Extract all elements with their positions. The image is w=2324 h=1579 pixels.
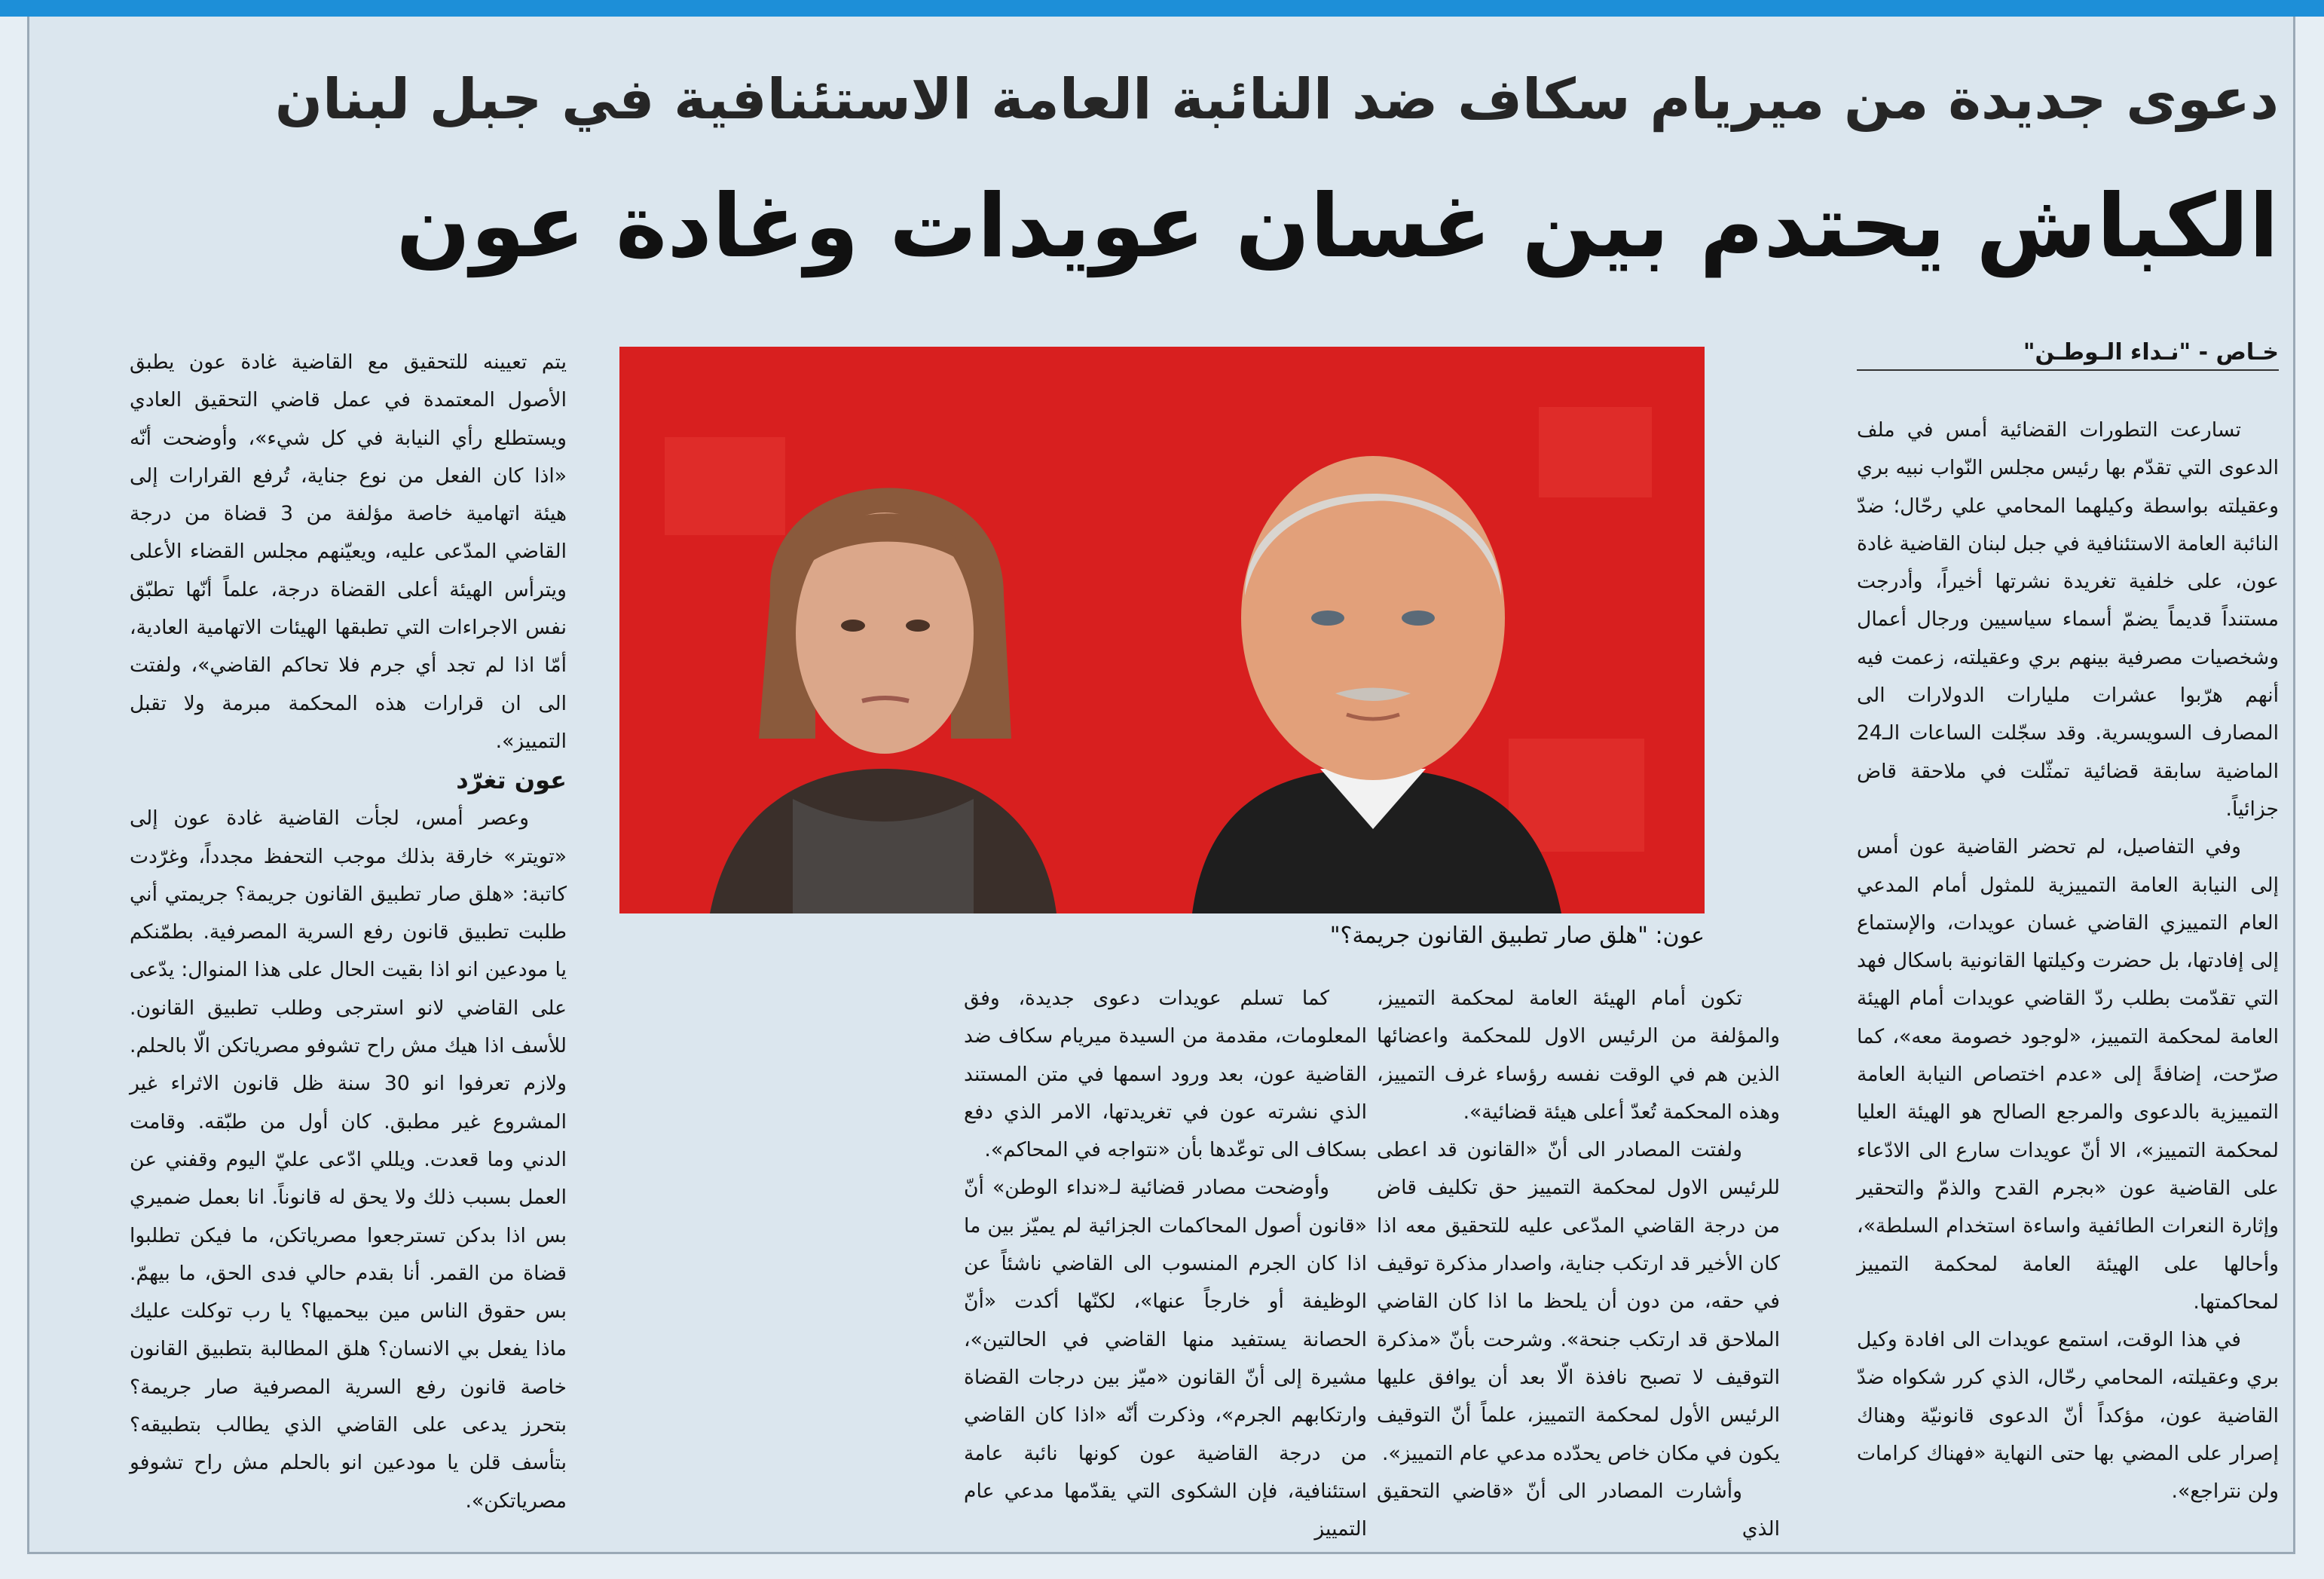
paragraph: يتم تعيينه للتحقيق مع القاضية غادة عون يطبق الأصول المعتمدة في عمل قاضي التحقيق العادي ويستطلع رأي النيابة في كل شيء»، وأوضحت أنّه «اذا كان الفعل من نوع جناية، تُرفع القرارات إلى هيئة اتهامية خاصة مؤلفة من 3 قضاة من درجة القاضي المدّعى عليه، ويعيّنهم مجلس القضاء الأعلى ويترأس الهيئة أعلى القضاة درجة، علماً أنّها تطبّق نفس الاجراءات التي تطبقها الهيئات الاتهامية العادية، أمّا اذا لم تجد أي جرم فلا تحاكم القاضي»، ولفتت الى ان قرارات هذه المحكمة مبرمة ولا تقبل التمييز». [130,350,567,753]
photo-caption: عون: "هلق صار تطبيق القانون جريمة؟" [1329,923,1705,949]
top-accent-bar [0,0,2324,17]
portraits-illustration [619,347,1705,913]
paragraph: كما تسلم عويدات دعوى جديدة، وفق المعلومات، مقدمة من السيدة ميريام سكاف ضد القاضية عون، بعد ورود اسمها في متن المستند الذي نشرته عون في تغريدتها، الامر الذي دفع بسكاف الى توعّدها بأن «نتواجه في المحاكم». [964,987,1367,1162]
column-2a [964,980,1367,1548]
paragraph: في هذا الوقت، استمع عويدات الى افادة وكيل بري وعقيلته، المحامي رحّال، الذي كرر شكواه ضدّ القاضية عون، مؤكداً أنّ الدعوى قانونيّة وهناك إصرار على المضي بها حتى النهاية «فهناك كرامات ولن نتراجع». [1857,1328,2279,1504]
paragraph: تكون أمام الهيئة العامة لمحكمة التمييز، والمؤلفة من الرئيس الاول للمحكمة واعضائها الذين هم في الوقت نفسه رؤساء غرف التمييز، وهذه المحكمة تُعدّ أعلى هيئة قضائية». [1377,987,1780,1124]
paragraph: وأشارت المصادر الى أنّ «قاضي التحقيق الذي [1377,1479,1780,1541]
column-2b [1377,980,1780,1548]
paragraph: تسارعت التطورات القضائية أمس في ملف الدعوى التي تقدّم بها رئيس مجلس النّواب نبيه بري وعقيلته بواسطة وكيلهما المحامي علي رحّال؛ ضدّ النائبة العامة الاستئنافية في جبل لبنان القاضية غادة عون، على خلفية تغريدة نشرتها أخيراً، وأدرجت مستنداً قديماً يضمّ أسماء سياسيين ورجال أعمال وشخصيات مصرفية بينهم بري وعقيلته، زعمت فيه أنهم هرّبوا عشرات مليارات الدولارات الى المصارف السويسرية. وقد سجّلت الساعات الـ24 الماضية سابقة قضائية تمثّلت في ملاحقة قاض جزائياً. [1857,418,2279,821]
paragraph: ولفتت المصادر الى أنّ «القانون قد اعطى للرئيس الاول لمحكمة التمييز حق تكليف قاض من درجة القاضي المدّعى عليه للتحقيق معه اذا كان الأخير قد ارتكب جناية، واصدار مذكرة توقيف في حقه، من دون أن يلحظ ما اذا كان القاضي الملاحق قد ارتكب جنحة». وشرحت بأنّ «مذكرة التوقيف لا تصبح نافذة الّا بعد أن يوافق عليها الرئيس الأول لمحكمة التمييز، علماً أنّ التوقيف يكون في مكان خاص يحدّده مدعي عام التمييز». [1377,1138,1780,1465]
paragraph: وفي التفاصيل، لم تحضر القاضية عون أمس إلى النيابة العامة التمييزية للمثول أمام المدعي العام التمييزي القاضي غسان عويدات، والإستماع إلى إفادتها، بل حضرت وكيلتها القانونية باسكال فهد التي تقدّمت بطلب ردّ القاضي عويدات أمام الهيئة العامة لمحكمة التمييز، «لوجود خصومة معه»، كما صرّحت، إضافةً إلى «عدم اختصاص النيابة العامة التمييزية بالدعوى والمرجع الصالح هو الهيئة العليا لمحكمة التمييز»، الا أنّ عويدات سارع الى الادّعاء على القاضية عون «بجرم القدح والذمّ والتحقير وإثارة النعرات الطائفية واساءة استخدام السلطة»، وأحالها على الهيئة العامة لمحكمة التمييز لمحاكمتها. [1857,835,2279,1314]
byline: خـاص - "نـداء الـوطـن" [1857,336,2279,371]
paragraph: وأوضحت مصادر قضائية لـ«نداء الوطن» أنّ «قانون أصول المحاكمات الجزائية لم يميّز بين ما اذا كان الجرم المنسوب الى القاضي ناشئاً عن الوظيفة أو خارجاً عنها»، لكنّها أكدت «أنّ الحصانة يستفيد منها القاضي في الحالتين»، مشيرة إلى أنّ القانون «ميّز بين درجات القضاة وارتكابهم الجرم»، وذكرت أنّه «اذا كان القاضي من درجة القاضية عون كونها نائبة عامة استئنافية، فإن الشكوى التي يقدّمها مدعي عام التمييز [964,1176,1367,1541]
subheading: عون تغرّد [456,766,567,795]
article-photo [619,347,1705,913]
column-1 [1857,412,2279,1511]
article-kicker: دعوى جديدة من ميريام سكاف ضد النائبة العامة الاستئنافية في جبل لبنان [274,67,2279,132]
paragraph: وعصر أمس، لجأت القاضية غادة عون إلى «تويتر» خارقة بذلك موجب التحفظ مجدداً، وغرّدت كاتبة: «هلق صار تطبيق القانون جريمة؟ جريمتي أني طلبت تطبيق قانون رفع السرية المصرفية. بطمّنكم يا مودعين انو اذا بقيت الحال على هذا المنوال: يدّعى على القاضي لانو استرجى وطلب تطبيق القانون. للأسف اذا هيك مش راح تشوفو مصرياتكن الّا بالحلم. ولازم تعرفوا انو 30 سنة ظل قانون الاثراء غير المشروع غير مطبق. كان أول من طبّقه. وقامت الدني وما قعدت. ويللي ادّعى عليّ اليوم وقفني عن العمل بسبب ذلك ولا يحق له قانوناً. انا بعمل ضميري بس اذا بدكن تسترجعوا مصرياتكن، ما فيكن تطلبوا قضاة من القمر. أنا بقدم حالي فدى الحق، ما بيهمّ. بس حقوق الناس مين بيحميها؟ يا رب توكلت عليك ماذا يفعل بي الانسان؟ هلق المطالبة بتطبيق القانون خاصة قانون رفع السرية المصرفية صار جريمة؟ بتحرز يدعى على القاضي الذي يطالب بتطبيقه؟ بتأسف قلن يا مودعين انو بالحلم مش راح تشوفو مصرياتكن». [130,806,567,1513]
article-headline: الكباش يحتدم بين غسان عويدات وغادة عون [396,176,2279,277]
column-3 [130,344,567,1520]
